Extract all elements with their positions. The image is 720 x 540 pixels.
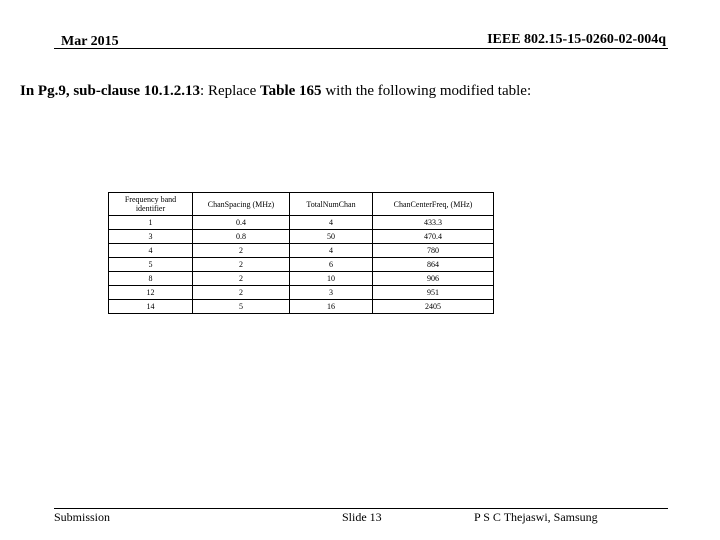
table-cell: 3 xyxy=(109,230,193,244)
footer-author: P S C Thejaswi, Samsung xyxy=(474,510,598,524)
table-cell: 4 xyxy=(290,244,373,258)
table-cell: 780 xyxy=(373,244,494,258)
table-cell: 50 xyxy=(290,230,373,244)
table-cell: 906 xyxy=(373,272,494,286)
table-cell: 6 xyxy=(290,258,373,272)
intro-table-reference: Table 165 xyxy=(260,83,322,99)
table-cell: 470.4 xyxy=(373,230,494,244)
table-cell: 433.3 xyxy=(373,216,494,230)
intro-clause-reference: In Pg.9, sub-clause 10.1.2.13 xyxy=(20,83,201,99)
table-cell: 10 xyxy=(290,272,373,286)
table-cell: 3 xyxy=(290,286,373,300)
table-cell: 4 xyxy=(109,244,193,258)
column-header: ChanSpacing (MHz) xyxy=(193,193,290,216)
table-cell: 0.4 xyxy=(193,216,290,230)
table-row xyxy=(109,286,494,300)
intro-text-suffix: with the following modified table: xyxy=(321,83,532,99)
table-row xyxy=(109,272,494,286)
table-cell: 0.8 xyxy=(193,230,290,244)
intro-text-middle: : Replace xyxy=(200,83,261,99)
table-cell: 2 xyxy=(193,258,290,272)
footer-submission-label: Submission xyxy=(54,510,111,524)
frequency-band-table xyxy=(108,192,494,314)
column-header: Frequency band identifier xyxy=(109,193,193,216)
header-divider xyxy=(54,48,668,49)
header-date: Mar 2015 xyxy=(61,34,119,49)
table-cell: 5 xyxy=(109,258,193,272)
table-row xyxy=(109,244,494,258)
table-row xyxy=(109,258,494,272)
table-row xyxy=(109,216,494,230)
table-cell: 1 xyxy=(109,216,193,230)
table-cell: 12 xyxy=(109,286,193,300)
table-header-row xyxy=(109,193,494,216)
table-cell: 4 xyxy=(290,216,373,230)
table-cell: 8 xyxy=(109,272,193,286)
column-header: TotalNumChan xyxy=(290,193,373,216)
header-document-id: IEEE 802.15-15-0260-02-004q xyxy=(487,32,666,47)
table-row xyxy=(109,300,494,314)
intro-paragraph xyxy=(20,83,531,100)
table-cell: 14 xyxy=(109,300,193,314)
footer-slide-number: Slide 13 xyxy=(342,510,382,524)
table-cell: 16 xyxy=(290,300,373,314)
table-cell: 864 xyxy=(373,258,494,272)
footer-divider xyxy=(54,508,668,509)
table-cell: 2 xyxy=(193,286,290,300)
table-row xyxy=(109,230,494,244)
column-header: ChanCenterFreq, (MHz) xyxy=(373,193,494,216)
table-cell: 5 xyxy=(193,300,290,314)
table-cell: 2 xyxy=(193,244,290,258)
table-cell: 2405 xyxy=(373,300,494,314)
table-cell: 951 xyxy=(373,286,494,300)
table-cell: 2 xyxy=(193,272,290,286)
